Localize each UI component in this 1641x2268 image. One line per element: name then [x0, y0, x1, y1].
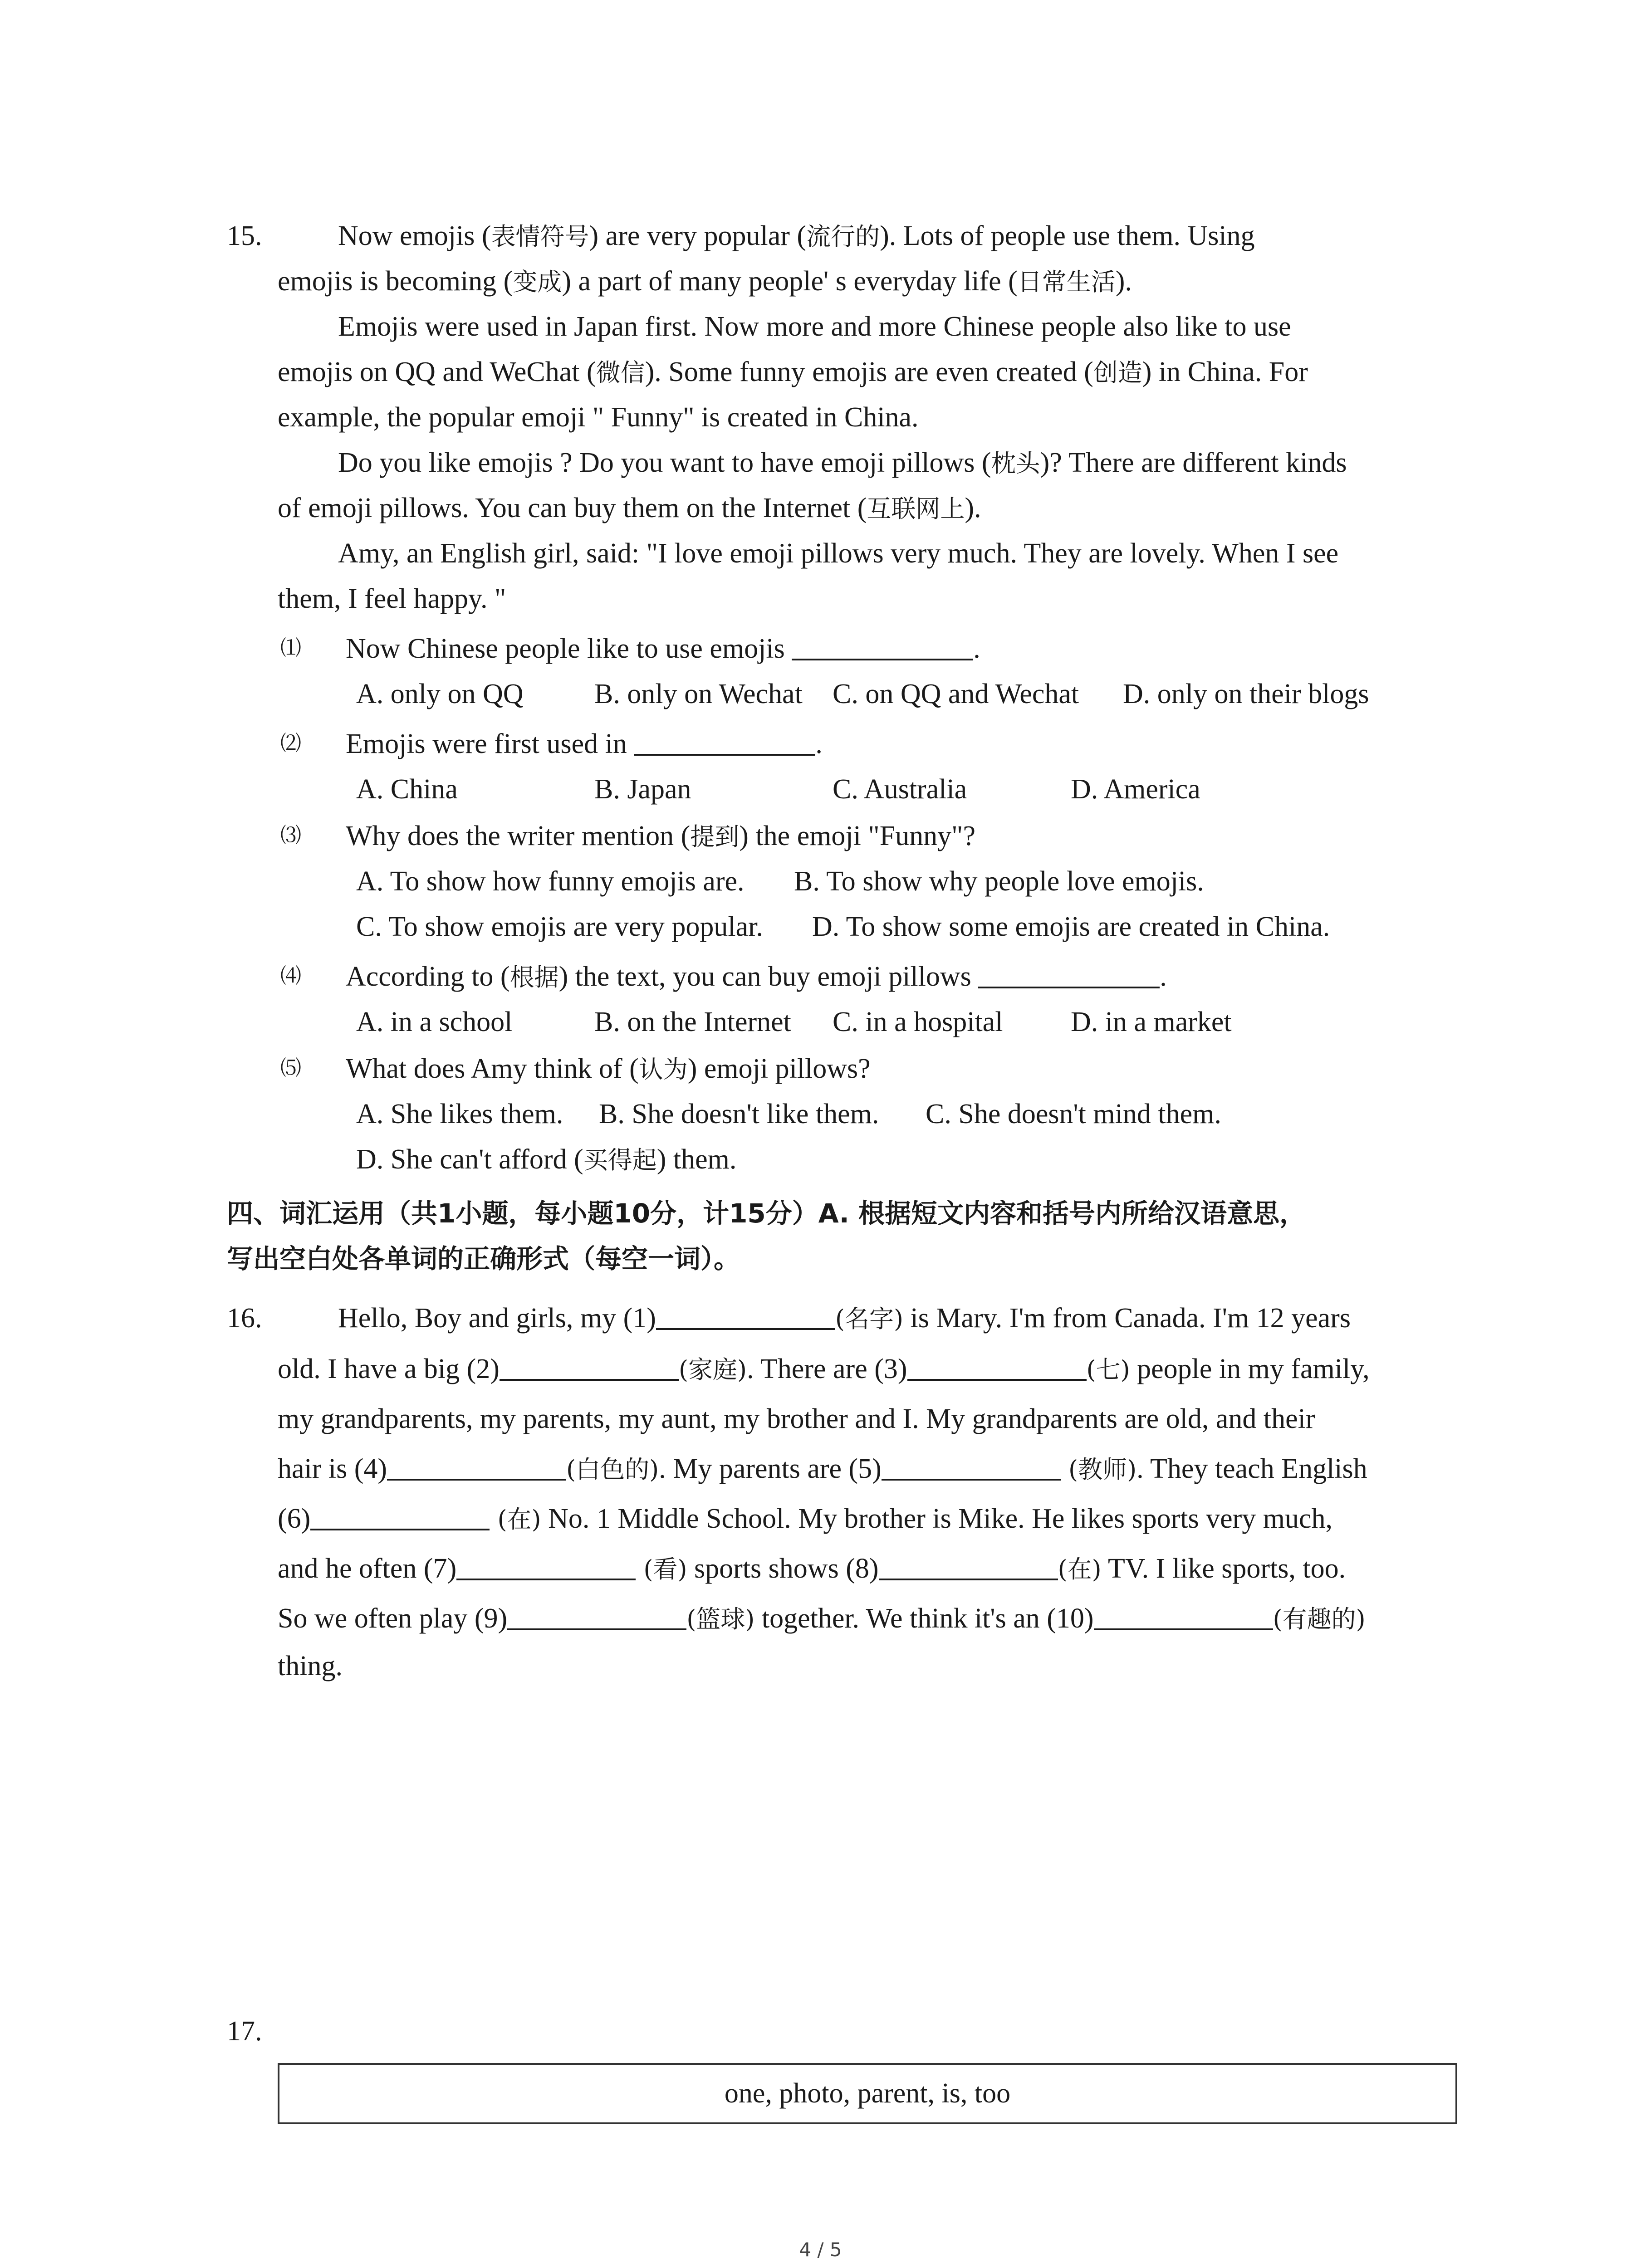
answer-blank-9[interactable]: [507, 1602, 686, 1630]
q16-line-1: Hello, Boy and girls, my (1) (名字) is Mary. I'm from Canada. I'm 12 years: [338, 1303, 1351, 1334]
q15-paragraph-2-line-3: example, the popular emoji " Funny" is created in China.: [278, 402, 919, 433]
sub-question-2-option-d: D. America: [1071, 774, 1200, 805]
question-15-number: 15.: [227, 220, 262, 251]
sub-question-5-stem: What does Amy think of (认为) emoji pillows?: [346, 1053, 871, 1084]
sub-question-1-option-d: D. only on their blogs: [1123, 679, 1369, 709]
sub-question-3-stem: Why does the writer mention (提到) the emoji "Funny"?: [346, 821, 975, 851]
q15-paragraph-1-line-2: emojis is becoming (变成) a part of many people' s everyday life (日常生活).: [278, 266, 1132, 297]
q16-line-5: (6) (在) No. 1 Middle School. My brother is Mike. He likes sports very much,: [278, 1503, 1333, 1534]
answer-blank-5[interactable]: [882, 1452, 1061, 1481]
section-4-heading-line-2: 写出空白处各单词的正确形式（每空一词）。: [227, 1243, 740, 1274]
sub-question-3-number: ⑶: [280, 823, 301, 847]
sub-question-3-option-b: B. To show why people love emojis.: [794, 866, 1204, 897]
sub-question-2-stem: Emojis were first used in .: [346, 728, 823, 759]
q15-paragraph-3-line-2: of emoji pillows. You can buy them on the Internet (互联网上).: [278, 493, 981, 523]
sub-question-2-option-c: C. Australia: [833, 774, 967, 805]
sub-question-4-option-b: B. on the Internet: [594, 1007, 791, 1037]
question-16-number: 16.: [227, 1303, 262, 1334]
sub-question-1-option-c: C. on QQ and Wechat: [833, 679, 1079, 709]
answer-blank-4[interactable]: [387, 1452, 566, 1481]
q15-paragraph-3-line-1: Do you like emojis ? Do you want to have emoji pillows (枕头)? There are different kinds: [338, 447, 1347, 478]
q16-line-6: and he often (7) (看) sports shows (8) (在) TV. I like sports, too.: [278, 1553, 1346, 1584]
page-number: 4 / 5: [799, 2239, 842, 2261]
q16-line-7: So we often play (9) (篮球) together. We think it's an (10) (有趣的): [278, 1603, 1366, 1634]
q16-line-4: hair is (4) (白色的). My parents are (5) (教师). They teach English: [278, 1453, 1367, 1484]
sub-question-5-option-d: D. She can't afford (买得起) them.: [356, 1144, 737, 1175]
answer-blank-2[interactable]: [500, 1353, 679, 1381]
q15-paragraph-2-line-2: emojis on QQ and WeChat (微信). Some funny emojis are even created (创造) in China. For: [278, 357, 1308, 387]
sub-question-4-number: ⑷: [280, 963, 301, 988]
sub-question-4-option-d: D. in a market: [1071, 1007, 1232, 1037]
word-bank-box: [278, 2063, 1457, 2124]
answer-blank-1[interactable]: [656, 1302, 835, 1330]
sub-question-4-option-c: C. in a hospital: [833, 1007, 1003, 1037]
sub-question-4-stem: According to (根据) the text, you can buy emoji pillows .: [346, 961, 1167, 992]
q16-line-3: my grandparents, my parents, my aunt, my brother and I. My grandparents are old, and their: [278, 1403, 1315, 1434]
q16-line-8: thing.: [278, 1651, 343, 1681]
q15-paragraph-4-line-2: them, I feel happy. ": [278, 583, 506, 614]
answer-blank-7[interactable]: [456, 1552, 636, 1580]
sub-question-5-option-b: B. She doesn't like them.: [599, 1099, 879, 1129]
answer-blank-8[interactable]: [879, 1552, 1058, 1580]
sub-question-1-number: ⑴: [280, 635, 301, 660]
question-17-number: 17.: [227, 2016, 262, 2047]
section-4-heading-line-1: 四、词汇运用（共1小题，每小题10分，计15分）A. 根据短文内容和括号内所给汉语意思，: [227, 1198, 1306, 1229]
sub-question-3-option-a: A. To show how funny emojis are.: [356, 866, 745, 897]
sub-question-3-option-d: D. To show some emojis are created in China.: [812, 911, 1330, 942]
sub-question-5-number: ⑸: [280, 1056, 301, 1080]
sub-question-2-number: ⑵: [280, 731, 301, 755]
answer-blank[interactable]: [792, 632, 973, 660]
sub-question-3-option-c: C. To show emojis are very popular.: [356, 911, 763, 942]
answer-blank[interactable]: [634, 728, 815, 756]
sub-question-2-option-a: A. China: [356, 774, 458, 805]
sub-question-1-option-b: B. only on Wechat: [594, 679, 803, 709]
sub-question-4-option-a: A. in a school: [356, 1007, 513, 1037]
sub-question-5-option-a: A. She likes them.: [356, 1099, 563, 1129]
q16-line-2: old. I have a big (2) (家庭). There are (3) (七) people in my family,: [278, 1354, 1370, 1384]
word-bank-text: one, photo, parent, is, too: [724, 2078, 1011, 2109]
answer-blank-3[interactable]: [907, 1353, 1087, 1381]
q15-paragraph-4-line-1: Amy, an English girl, said: "I love emoji pillows very much. They are lovely. When I see: [338, 538, 1339, 569]
sub-question-1-option-a: A. only on QQ: [356, 679, 524, 709]
sub-question-2-option-b: B. Japan: [594, 774, 691, 805]
q15-paragraph-1-line-1: Now emojis (表情符号) are very popular (流行的). Lots of people use them. Using: [338, 220, 1255, 251]
sub-question-1-stem: Now Chinese people like to use emojis .: [346, 633, 980, 664]
q15-paragraph-2-line-1: Emojis were used in Japan first. Now more and more Chinese people also like to use: [338, 311, 1291, 342]
sub-question-5-option-c: C. She doesn't mind them.: [926, 1099, 1221, 1129]
answer-blank-6[interactable]: [310, 1502, 490, 1530]
answer-blank[interactable]: [978, 960, 1160, 988]
answer-blank-10[interactable]: [1094, 1602, 1273, 1630]
